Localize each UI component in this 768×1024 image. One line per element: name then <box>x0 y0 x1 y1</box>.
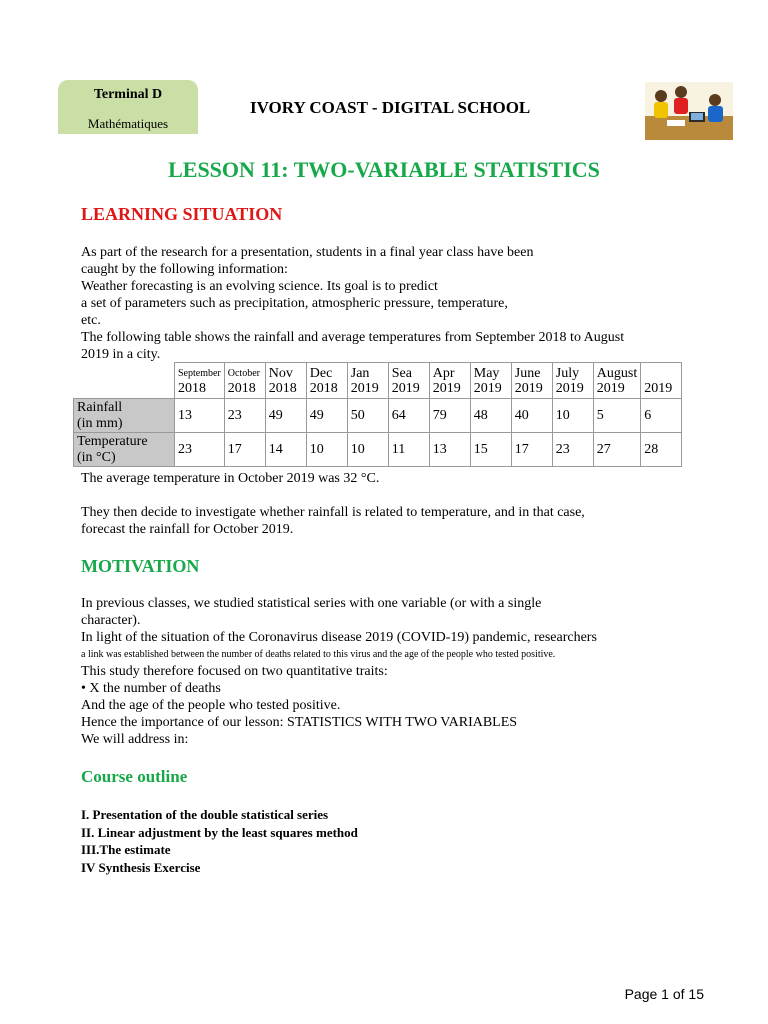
table-cell: 15 <box>470 433 511 467</box>
learning-situation-heading: LEARNING SITUATION <box>81 204 283 224</box>
header-year: 2018 <box>227 381 256 396</box>
text-line: Hence the importance of our lesson: STATISTICS WITH TWO VARIABLES <box>81 715 518 730</box>
table-header-cell <box>265 363 306 399</box>
text-line: forecast the rainfall for October 2019. <box>81 522 294 537</box>
table-row <box>74 399 682 433</box>
header-year: 2019 <box>473 381 502 396</box>
rainfall-temperature-table <box>73 362 682 467</box>
text-line: etc. <box>81 313 101 328</box>
school-name: IVORY COAST - DIGITAL SCHOOL <box>250 98 531 117</box>
table-header-cell <box>306 363 347 399</box>
table-header-cell <box>470 363 511 399</box>
table-header-cell <box>552 363 593 399</box>
table-cell: 28 <box>641 433 682 467</box>
badge-class: Terminal D <box>93 87 163 102</box>
row-label-cell <box>74 399 175 433</box>
table-header-row <box>74 363 682 399</box>
table-header-cell <box>347 363 388 399</box>
row-label: Temperature <box>77 433 148 449</box>
table-cell: 79 <box>429 399 470 433</box>
motivation-heading: MOTIVATION <box>81 556 200 576</box>
table-row <box>74 433 682 467</box>
page-number: Page 1 of 15 <box>624 986 704 1002</box>
header-month: July <box>555 366 580 381</box>
row-label: Rainfall <box>77 399 123 415</box>
header-month: August <box>596 366 638 381</box>
badge-subject: Mathématiques <box>87 116 169 131</box>
text-line-small: a link was established between the number of deaths related to this virus and the age of the people who tested positive. <box>81 649 556 660</box>
header-year: 2019 <box>644 381 673 396</box>
after-table-text: The average temperature in October 2019 was 32 °C. <box>81 471 380 486</box>
outline-item: III.The estimate <box>81 842 171 857</box>
table-header-cell <box>641 363 682 399</box>
motivation-text <box>81 595 721 748</box>
header-month: Sea <box>391 366 412 381</box>
row-label-unit: (in mm) <box>77 415 123 431</box>
lesson-title: LESSON 11: TWO-VARIABLE STATISTICS <box>168 157 600 182</box>
header-month: Apr <box>432 366 455 381</box>
row-label-unit: (in °C) <box>77 449 116 465</box>
outline-item: II. Linear adjustment by the least squares method <box>81 824 358 840</box>
outline-item: IV Synthesis Exercise <box>81 859 201 875</box>
header-year: 2018 <box>268 381 297 396</box>
table-cell: 23 <box>224 399 265 433</box>
text-line: In light of the situation of the Coronavirus disease 2019 (COVID-19) pandemic, researchers <box>81 630 597 645</box>
text-line: caught by the following information: <box>81 262 288 277</box>
table-cell: 5 <box>593 399 640 433</box>
header-year: 2019 <box>555 381 584 396</box>
table-header-cell <box>388 363 429 399</box>
table-header-cell <box>511 363 552 399</box>
table-cell: 49 <box>265 399 306 433</box>
table-cell: 49 <box>306 399 347 433</box>
header-year: 2018 <box>178 381 206 396</box>
text-line: This study therefore focused on two quantitative traits: <box>81 664 388 679</box>
decision-text <box>81 504 721 538</box>
text-line: In previous classes, we studied statistical series with one variable (or with a single <box>81 596 542 611</box>
header-month: June <box>514 366 541 381</box>
header-month: Dec <box>309 366 333 381</box>
text-line: 2019 in a city. <box>81 347 161 362</box>
table-cell: 10 <box>347 433 388 467</box>
table-cell: 13 <box>175 399 225 433</box>
table-cell: 17 <box>511 433 552 467</box>
table-cell: 40 <box>511 399 552 433</box>
row-label-cell <box>74 433 175 467</box>
table-header-cell <box>175 363 225 399</box>
table-cell: 10 <box>306 433 347 467</box>
text-line: • X the number of deaths <box>81 681 221 696</box>
class-badge <box>58 80 198 134</box>
header-year: 2019 <box>514 381 543 396</box>
table-cell: 13 <box>429 433 470 467</box>
text-line: Weather forecasting is an evolving science. Its goal is to predict <box>81 279 438 294</box>
text-line: a set of parameters such as precipitation, atmospheric pressure, temperature, <box>81 296 508 311</box>
table-cell: 64 <box>388 399 429 433</box>
header-year: 2019 <box>596 381 625 396</box>
table-cell: 6 <box>641 399 682 433</box>
header-year: 2019 <box>391 381 420 396</box>
header-month: May <box>473 366 500 381</box>
students-studying-illustration-icon <box>645 82 733 140</box>
text-line: We will address in: <box>81 732 189 747</box>
table-cell: 10 <box>552 399 593 433</box>
course-outline-heading: Course outline <box>81 767 188 786</box>
table-cell: 17 <box>224 433 265 467</box>
header-year: 2019 <box>432 381 461 396</box>
table-header-cell <box>224 363 265 399</box>
table-cell: 23 <box>552 433 593 467</box>
header-month: September <box>178 368 221 379</box>
table-header-cell <box>593 363 640 399</box>
header-year: 2019 <box>350 381 379 396</box>
text-line: The following table shows the rainfall and average temperatures from September 2018 to August <box>81 330 625 345</box>
table-cell: 27 <box>593 433 640 467</box>
text-line: They then decide to investigate whether rainfall is related to temperature, and in that case, <box>81 505 585 520</box>
table-cell: 11 <box>388 433 429 467</box>
text-line: character). <box>81 613 141 628</box>
header-month: Nov <box>268 366 293 381</box>
table-cell: 14 <box>265 433 306 467</box>
learning-situation-text <box>81 244 721 363</box>
table-cell: 48 <box>470 399 511 433</box>
outline-item: I. Presentation of the double statistical series <box>81 807 329 822</box>
header-month: Jan <box>350 366 370 381</box>
table-corner-cell <box>74 363 175 399</box>
table-header-cell <box>429 363 470 399</box>
header-month: October <box>227 368 260 379</box>
table-cell: 23 <box>175 433 225 467</box>
table-cell: 50 <box>347 399 388 433</box>
text-line: And the age of the people who tested positive. <box>81 698 341 713</box>
header-year: 2018 <box>309 381 338 396</box>
text-line: As part of the research for a presentation, students in a final year class have been <box>81 245 534 260</box>
course-outline-list <box>81 806 358 876</box>
